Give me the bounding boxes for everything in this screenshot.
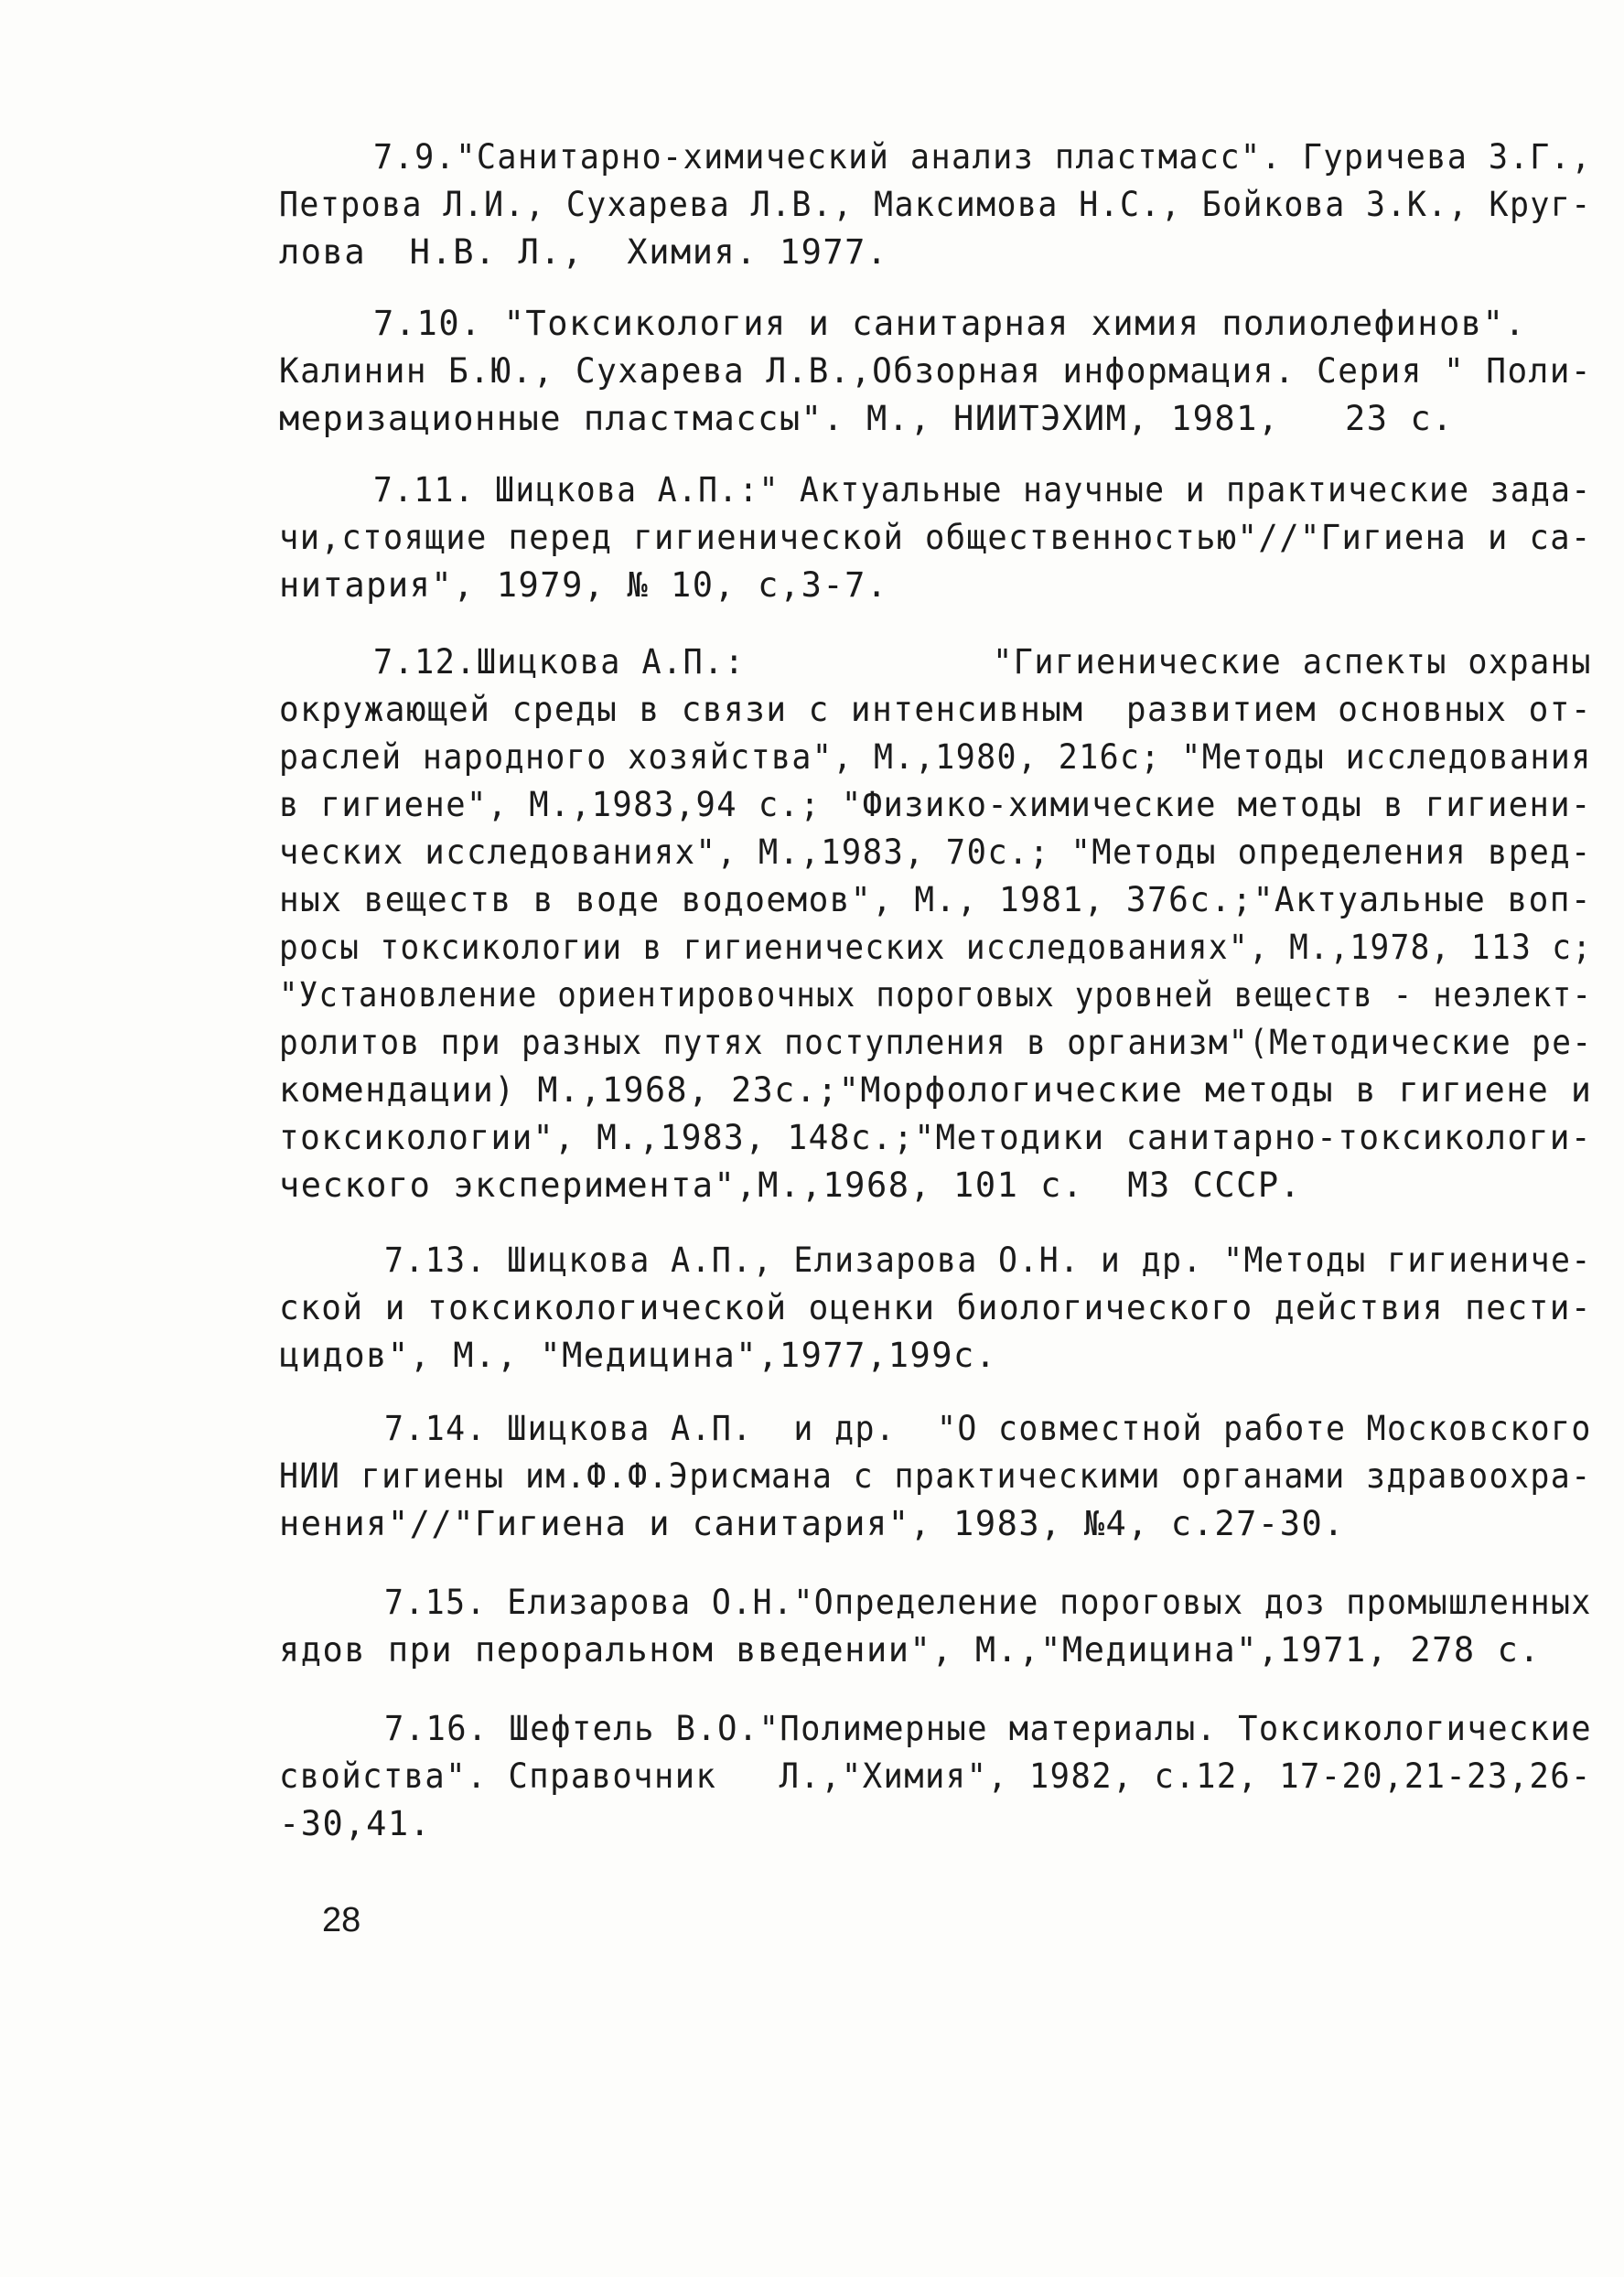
- reference-line: 7.11. Шицкова А.П.:" Актуальные научные и практические зада-: [373, 470, 1592, 510]
- reference-line: росы токсикологии в гигиенических исследованиях", М.,1978, 113 с;: [279, 928, 1593, 967]
- reference-line: цидов", М., "Медицина",1977,199с.: [279, 1336, 997, 1375]
- page-number: 28: [322, 1901, 361, 1939]
- reference-line: Калинин Б.Ю., Сухарева Л.В.,Обзорная информация. Серия " Поли-: [279, 351, 1593, 391]
- reference-line: 7.16. Шефтель В.О."Полимерные материалы. Токсикологические: [384, 1709, 1592, 1748]
- reference-line: "Установление ориентировочных пороговых уровней веществ - неэлект-: [279, 975, 1593, 1015]
- reference-line: 7.9."Санитарно-химический анализ пластмасс". Гуричева З.Г.,: [373, 137, 1592, 177]
- reference-line: меризационные пластмассы". М., НИИТЭХИМ, 1981, 23 с.: [279, 399, 1454, 438]
- reference-line: нитария", 1979, № 10, с,3-7.: [279, 565, 888, 605]
- reference-line: НИИ гигиены им.Ф.Ф.Эрисмана с практическими органами здравоохра-: [279, 1456, 1592, 1496]
- reference-line: свойства". Справочник Л.,"Химия", 1982, с.12, 17-20,21-23,26-: [279, 1756, 1592, 1796]
- reference-line: ных веществ в воде водоемов", М., 1981, 376с.;"Актуальные воп-: [279, 880, 1593, 919]
- reference-line: окружающей среды в связи с интенсивным развитием основных от-: [279, 690, 1593, 729]
- reference-line: ческих исследованиях", М.,1983, 70с.; "Методы определения вред-: [279, 832, 1592, 872]
- reference-line: токсикологии", М.,1983, 148с.;"Методики санитарно-токсикологи-: [279, 1118, 1593, 1157]
- reference-line: 7.14. Шицкова А.П. и др. "О совместной работе Московского: [384, 1409, 1592, 1448]
- reference-line: комендации) М.,1968, 23с.;"Морфологические методы в гигиене и: [279, 1070, 1593, 1110]
- reference-line: ролитов при разных путях поступления в организм"(Методические ре-: [279, 1023, 1593, 1062]
- reference-line: -30,41.: [279, 1804, 432, 1843]
- reference-line: ской и токсикологической оценки биологического действия пести-: [279, 1288, 1593, 1327]
- reference-line: лова Н.В. Л., Химия. 1977.: [279, 232, 888, 272]
- reference-line: 7.13. Шицкова А.П., Елизарова О.Н. и др. "Методы гигиениче-: [384, 1241, 1592, 1280]
- reference-line: 7.12.Шицкова А.П.: "Гигиенические аспекты охраны: [373, 642, 1592, 682]
- reference-line: нения"//"Гигиена и санитария", 1983, №4, с.27-30.: [279, 1504, 1346, 1543]
- reference-line: в гигиене", М.,1983,94 с.; "Физико-химические методы в гигиени-: [279, 785, 1592, 824]
- reference-line: ческого эксперимента",М.,1968, 101 с. МЗ СССР.: [279, 1165, 1302, 1205]
- reference-line: Петрова Л.И., Сухарева Л.В., Максимова Н.С., Бойкова З.К., Круг-: [279, 185, 1592, 224]
- reference-line: ядов при пероральном введении", М.,"Медицина",1971, 278 с.: [279, 1630, 1542, 1670]
- reference-line: 7.10. "Токсикология и санитарная химия полиолефинов".: [373, 304, 1527, 343]
- reference-line: раслей народного хозяйства", М.,1980, 216с; "Методы исследования: [279, 737, 1592, 777]
- reference-line: 7.15. Елизарова О.Н."Определение пороговых доз промышленных: [384, 1583, 1592, 1622]
- reference-line: чи,стоящие перед гигиенической общественностью"//"Гигиена и са-: [279, 518, 1592, 557]
